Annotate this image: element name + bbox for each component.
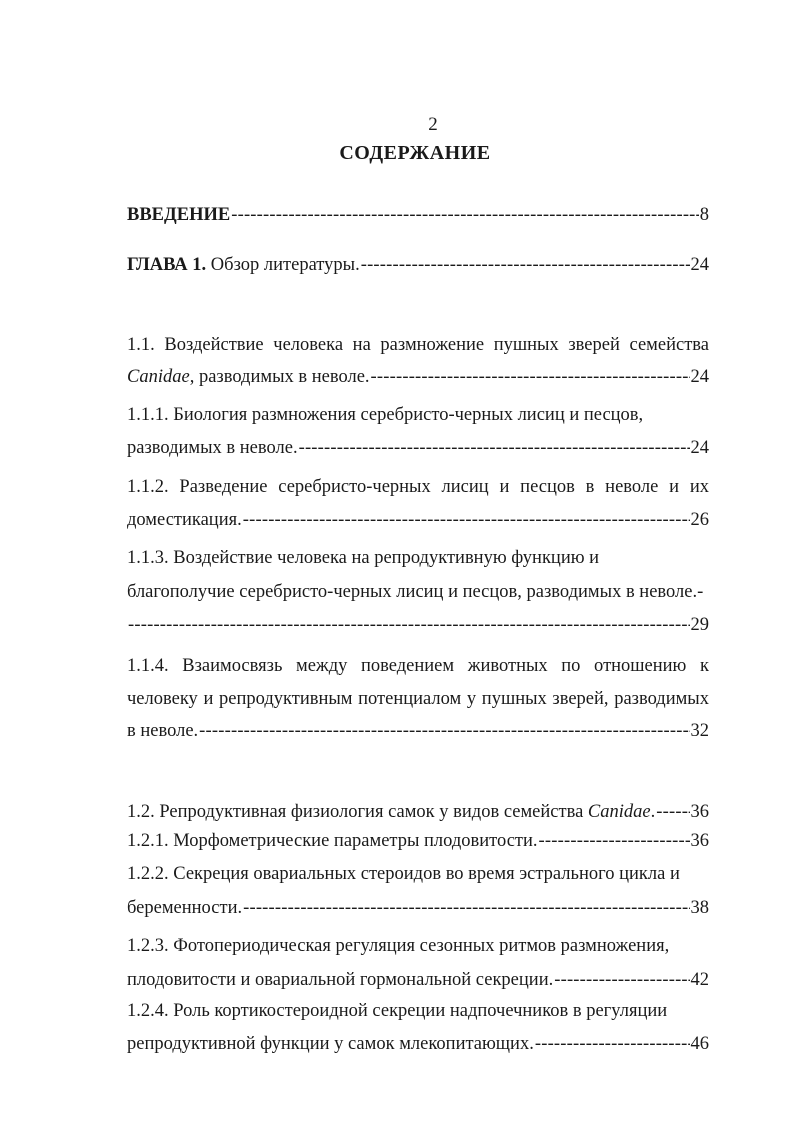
toc-entry-1-1-1-line1: 1.1.1. Биология размножения серебристо-черных лисиц и песцов, — [127, 405, 644, 425]
toc-entry-1-2: 1.2. Репродуктивная физиология самок у видов семейства Canidae. ----- 36 — [127, 800, 709, 824]
toc-entry-intro — [127, 203, 709, 227]
leader-dots — [371, 365, 690, 389]
leader-dots — [656, 800, 689, 824]
toc-entry-1-1-1-line2: разводимых в неволе. ----- 24 — [127, 436, 709, 460]
leader-dots — [554, 968, 689, 992]
toc-entry-1-1-4-line3: в неволе. ----- 32 — [127, 719, 709, 743]
leader-dots — [535, 1032, 690, 1056]
page-title: СОДЕРЖАНИЕ — [339, 142, 491, 164]
page-number: 2 — [428, 114, 438, 135]
toc-page-number: 46 — [690, 1034, 709, 1054]
toc-entry-1-1-4-line2: человеку и репродуктивным потенциалом у пушных зверей, разводимых — [127, 689, 709, 709]
leader-dots — [539, 829, 690, 853]
toc-entry-1-1-line1: 1.1. Воздействие человека на размножение пушных зверей семейства — [127, 335, 709, 355]
toc-entry-1-2-3-line2: плодовитости и овариальной гормональной секреции. ----- 42 — [127, 968, 709, 992]
leader-dots — [243, 508, 690, 532]
toc-page-number: 24 — [690, 367, 709, 387]
toc-entry-1-2-1: 1.2.1. Морфометрические параметры плодовитости. ----- 36 — [127, 829, 709, 853]
leader-dots — [199, 719, 689, 743]
toc-entry-1-2-4-line2: репродуктивной функции у самок млекопитающих. ----- 46 — [127, 1032, 709, 1056]
leader-dots — [361, 253, 690, 277]
toc-entry-1-1-3-line2: благополучие серебристо-черных лисиц и песцов, разводимых в неволе.- — [127, 582, 704, 602]
leader-dots — [299, 436, 690, 460]
toc-page-number: 32 — [690, 721, 709, 741]
toc-page-number: 24 — [690, 255, 709, 275]
toc-entry-1-1-4-line1: 1.1.4. Взаимосвязь между поведением животных по отношению к — [127, 656, 709, 676]
toc-entry-1-2-2-line2: беременности. ----- 38 — [127, 896, 709, 920]
toc-entry-label: ГЛАВА 1. — [127, 255, 207, 275]
toc-entry-label: ВВЕДЕНИЕ — [127, 205, 231, 225]
toc-entry-text: Обзор литературы. — [210, 255, 360, 275]
toc-entry-1-2-2-line1: 1.2.2. Секреция овариальных стероидов во время эстрального цикла и — [127, 864, 680, 884]
toc-entry-1-1-line2: Canidae, разводимых в неволе. ----- 24 — [127, 365, 709, 389]
toc-entry-chapter-1 — [127, 253, 709, 277]
toc-page-number: 36 — [690, 802, 709, 822]
toc-page-number: 8 — [699, 205, 709, 225]
toc-entry-1-1-3-line3 — [127, 613, 709, 637]
toc-entry-1-1-2-line2: доместикация. ----- 26 — [127, 508, 709, 532]
toc-entry-italic: Canidae — [127, 367, 190, 387]
leader-dots — [243, 896, 689, 920]
toc-entry-1-1-2-line1: 1.1.2. Разведение серебристо-черных лисиц и песцов в неволе и их — [127, 477, 709, 497]
toc-entry-1-2-3-line1: 1.2.3. Фотопериодическая регуляция сезонных ритмов размножения, — [127, 936, 670, 956]
toc-page-number: 42 — [690, 970, 709, 990]
toc-entry-italic: Canidae — [587, 802, 651, 822]
toc-page-number: 24 — [690, 438, 709, 458]
toc-page-number: 29 — [690, 615, 709, 635]
toc-entry-1-2-4-line1: 1.2.4. Роль кортикостероидной секреции надпочечников в регуляции — [127, 1001, 668, 1021]
toc-page-number: 26 — [690, 510, 709, 530]
toc-page-number: 38 — [690, 898, 709, 918]
leader-dots — [231, 203, 699, 227]
toc-entry-1-1-3-line1: 1.1.3. Воздействие человека на репродуктивную функцию и — [127, 548, 600, 568]
leader-dots — [128, 613, 690, 637]
toc-page-number: 36 — [690, 831, 709, 851]
